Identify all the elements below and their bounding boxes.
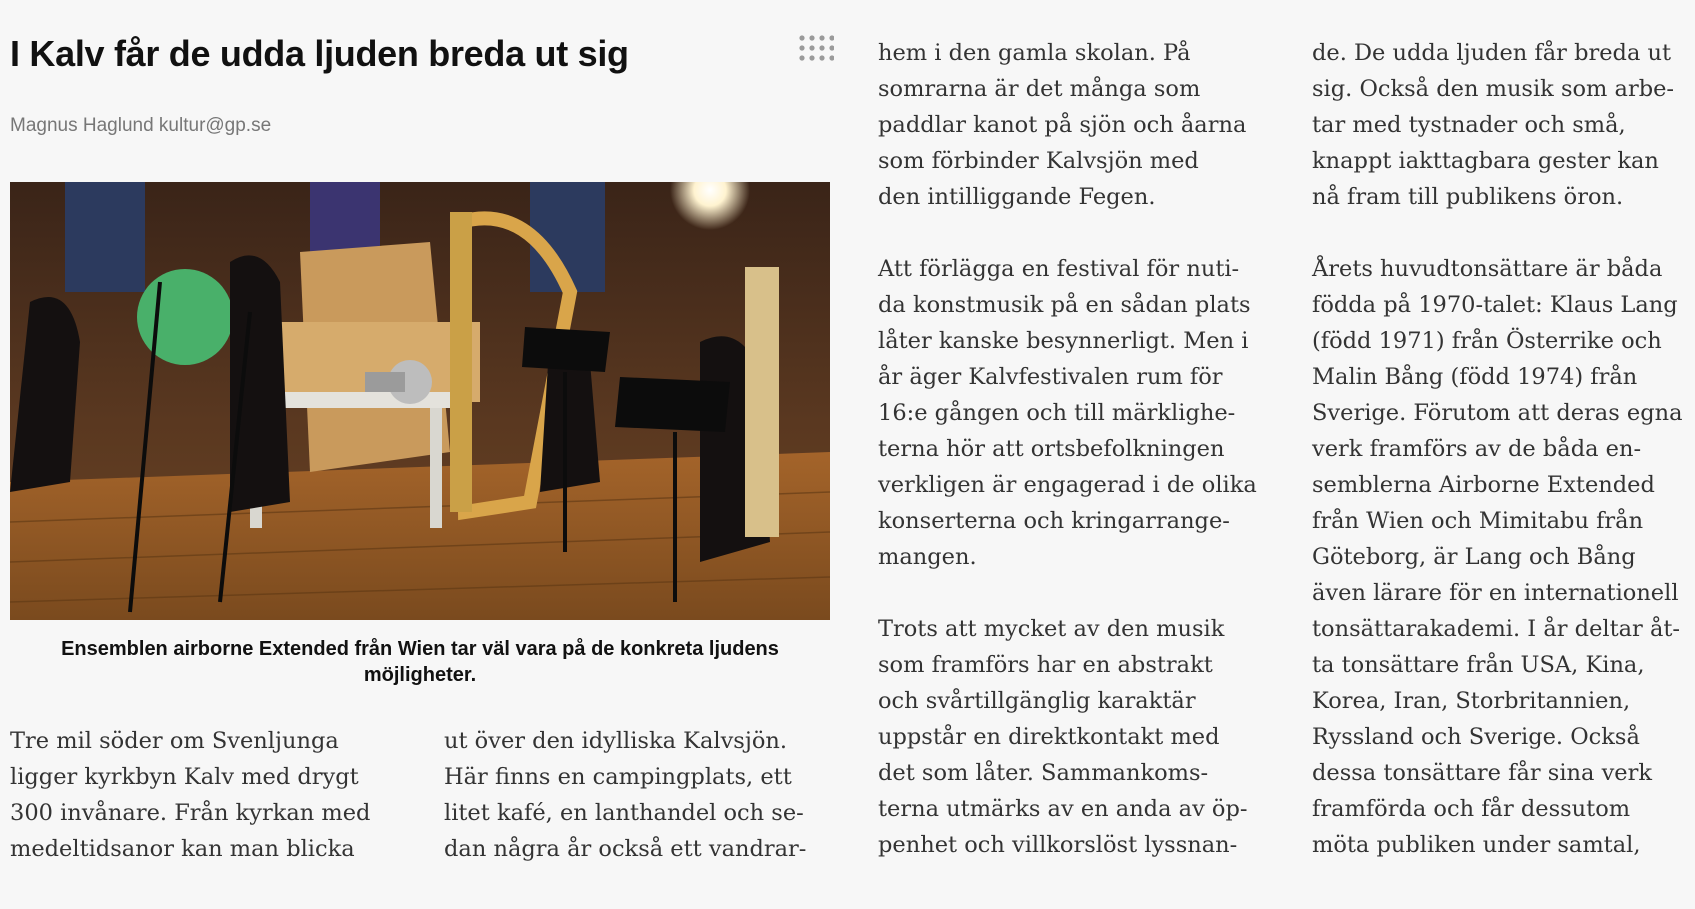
body-line: ut över den idylliska Kalvsjön. xyxy=(444,728,788,754)
body-line: uppstår en direktkontakt med xyxy=(878,724,1220,750)
body-line: Göteborg, är Lang och Bång xyxy=(1312,544,1636,570)
body-line: ta tonsättare från USA, Kina, xyxy=(1312,652,1645,678)
body-line: Korea, Iran, Storbritannien, xyxy=(1312,688,1631,714)
body-line: den intilliggande Fegen. xyxy=(878,184,1156,210)
body-line: dessa tonsättare får sina verk xyxy=(1312,760,1653,786)
body-line: da konstmusik på en sådan plats xyxy=(878,292,1251,318)
body-line: Årets huvudtonsättare är båda xyxy=(1312,256,1663,282)
body-line: litet kafé, en lanthandel och se- xyxy=(444,800,804,826)
article-headline: I Kalv får de udda ljuden breda ut sig xyxy=(10,33,629,74)
body-paragraph xyxy=(10,723,430,867)
body-line: de. De udda ljuden får breda ut xyxy=(1312,40,1672,66)
body-line: från Wien och Mimitabu från xyxy=(1312,508,1644,534)
body-line: verk framförs av de båda en- xyxy=(1312,436,1642,462)
body-line: (född 1971) från Österrike och xyxy=(1312,328,1662,354)
body-paragraph xyxy=(878,251,1298,575)
body-paragraph xyxy=(878,611,1298,863)
body-line: 300 invånare. Från kyrkan med xyxy=(10,800,371,826)
body-line: Tre mil söder om Svenljunga xyxy=(10,728,339,754)
body-paragraph xyxy=(878,35,1298,215)
body-line: födda på 1970-talet: Klaus Lang xyxy=(1312,292,1678,318)
body-line: mangen. xyxy=(878,544,977,570)
body-line: Malin Bång (född 1974) från xyxy=(1312,364,1638,390)
body-line: penhet och villkorslöst lyssnan- xyxy=(878,832,1238,858)
body-line: terna utmärks av en anda av öp- xyxy=(878,796,1248,822)
body-line: nå fram till publikens öron. xyxy=(1312,184,1624,210)
body-line: det som låter. Sammankoms- xyxy=(878,760,1209,786)
body-line: somrarna är det många som xyxy=(878,76,1201,102)
body-line: Ryssland och Sverige. Också xyxy=(1312,724,1640,750)
body-paragraph xyxy=(444,723,864,867)
body-paragraph xyxy=(1312,251,1692,863)
body-line: möta publiken under samtal, xyxy=(1312,832,1641,858)
body-line: knappt iakttagbara gester kan xyxy=(1312,148,1659,174)
body-line: semblerna Airborne Extended xyxy=(1312,472,1655,498)
text-column-2 xyxy=(444,723,864,867)
article-photo xyxy=(10,182,830,620)
body-line: tonsättarakademi. I år deltar åt- xyxy=(1312,616,1681,642)
body-line: som framförs har en abstrakt xyxy=(878,652,1213,678)
body-paragraph xyxy=(1312,35,1692,215)
body-line: Trots att mycket av den musik xyxy=(878,616,1225,642)
body-line: Sverige. Förutom att deras egna xyxy=(1312,400,1683,426)
text-column-3 xyxy=(878,35,1298,863)
body-line: och svårtillgänglig karaktär xyxy=(878,688,1196,714)
body-line: paddlar kanot på sjön och åarna xyxy=(878,112,1247,138)
body-line: ligger kyrkbyn Kalv med drygt xyxy=(10,764,359,790)
body-line: Att förlägga en festival för nuti- xyxy=(878,256,1240,282)
text-column-4 xyxy=(1312,35,1692,863)
text-column-1 xyxy=(10,723,430,867)
body-line: konserterna och kringarrange- xyxy=(878,508,1230,534)
body-line: Här finns en campingplats, ett xyxy=(444,764,792,790)
body-line: framförda och får dessutom xyxy=(1312,796,1631,822)
body-line: år äger Kalvfestivalen rum för xyxy=(878,364,1223,390)
body-line: medeltidsanor kan man blicka xyxy=(10,836,355,862)
body-line: hem i den gamla skolan. På xyxy=(878,40,1191,66)
body-line: tar med tystnader och små, xyxy=(1312,112,1626,138)
body-line: terna hör att ortsbefolkningen xyxy=(878,436,1225,462)
body-line: 16:e gången och till märklighe- xyxy=(878,400,1236,426)
body-line: dan några år också ett vandrar- xyxy=(444,836,807,862)
body-line: låter kanske besynnerligt. Men i xyxy=(878,328,1249,354)
body-line: verkligen är engagerad i de olika xyxy=(878,472,1257,498)
body-line: även lärare för en internationell xyxy=(1312,580,1679,606)
body-line: som förbinder Kalvsjön med xyxy=(878,148,1199,174)
article-byline: Magnus Haglund kultur@gp.se xyxy=(10,115,272,136)
body-line: sig. Också den musik som arbe- xyxy=(1312,76,1675,102)
photo-caption: Ensemblen airborne Extended från Wien tar väl vara på de konkreta ljudens möjligheter. xyxy=(61,638,779,686)
grid-dots-icon[interactable] xyxy=(798,34,834,70)
